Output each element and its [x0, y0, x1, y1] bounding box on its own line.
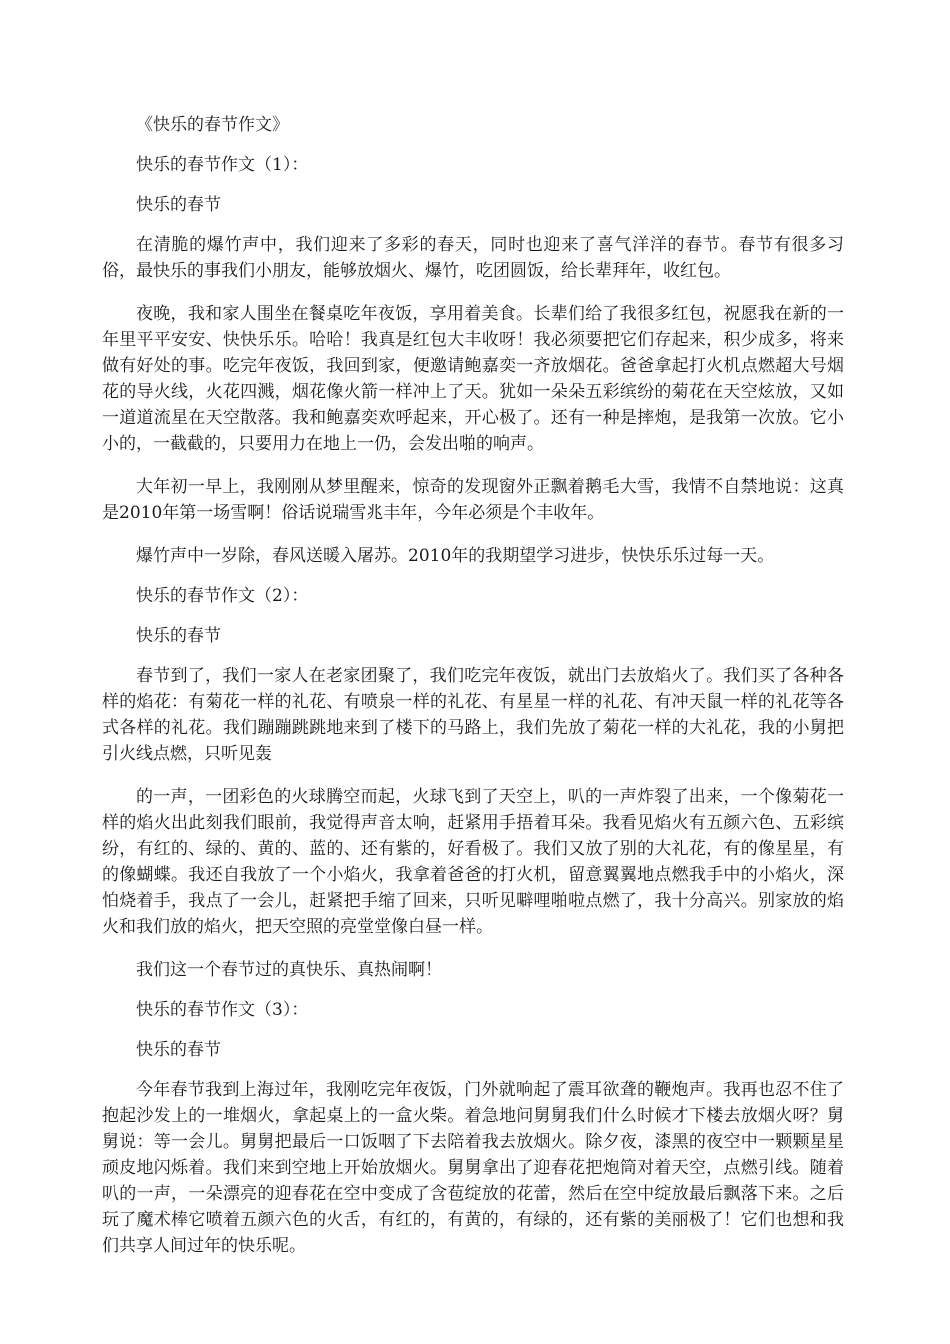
essay2-paragraph-3: 我们这一个春节过的真快乐、真热闹啊！ [136, 960, 442, 980]
document-page [102, 112, 844, 1276]
essay3-heading: 快乐的春节作文（3）： [136, 1000, 309, 1020]
essay1-paragraph-4: 爆竹声中一岁除，春风送暖入屠苏。2010年的我期望学习进步，快快乐乐过每一天。 [136, 546, 775, 566]
essay2-paragraph-1: 春节到了，我们一家人在老家团聚了，我们吃完年夜饭，就出门去放焰火了。我们买了各种各样的焰花：有菊花一样的礼花、有喷泉一样的礼花、有星星一样的礼花、有冲天鼠一样的礼花等各式各样的礼花。我们蹦蹦跳跳地来到了楼下的马路上，我们先放了菊花一样的大礼花，我的小舅把引火线点燃，只听见轰 [102, 666, 844, 764]
essay3-subtitle: 快乐的春节 [136, 1040, 221, 1060]
essay2-subtitle: 快乐的春节 [136, 626, 221, 646]
essay1-paragraph-3: 大年初一早上，我刚刚从梦里醒来，惊奇的发现窗外正飘着鹅毛大雪，我情不自禁地说：这真是2010年第一场雪啊！俗话说瑞雪兆丰年，今年必须是个丰收年。 [102, 477, 844, 523]
essay3-paragraph-1: 今年春节我到上海过年，我刚吃完年夜饭，门外就响起了震耳欲聋的鞭炮声。我再也忍不住了抱起沙发上的一堆烟火，拿起桌上的一盒火柴。着急地问舅舅我们什么时候才下楼去放烟火呀？舅舅说：等一会儿。舅舅把最后一口饭咽了下去陪着我去放烟火。除夕夜，漆黑的夜空中一颗颗星星顽皮地闪烁着。我们来到空地上开始放烟火。舅舅拿出了迎春花把炮筒对着天空，点燃引线。随着叭的一声，一朵漂亮的迎春花在空中变成了含苞绽放的花蕾，然后在空中绽放最后飘落下来。之后玩了魔术棒它喷着五颜六色的火舌，有红的，有黄的，有绿的，还有紫的美丽极了！它们也想和我们共享人间过年的快乐呢。 [102, 1080, 844, 1256]
essay2-heading: 快乐的春节作文（2）： [136, 586, 309, 606]
essay1-paragraph-1: 在清脆的爆竹声中，我们迎来了多彩的春天，同时也迎来了喜气洋洋的春节。春节有很多习俗，最快乐的事我们小朋友，能够放烟火、爆竹，吃团圆饭，给长辈拜年，收红包。 [102, 235, 844, 281]
document-title: 《快乐的春节作文》 [136, 115, 289, 135]
essay1-heading: 快乐的春节作文（1）： [136, 155, 309, 175]
essay2-paragraph-2: 的一声，一团彩色的火球腾空而起，火球飞到了天空上，叭的一声炸裂了出来，一个像菊花一样的焰火出此刻我们眼前，我觉得声音太响，赶紧用手捂着耳朵。我看见焰火有五颜六色、五彩缤纷，有红的、绿的、黄的、蓝的、还有紫的，好看极了。我们又放了别的大礼花，有的像星星，有的像蝴蝶。我还自我放了一个小焰火，我拿着爸爸的打火机，留意翼翼地点燃我手中的小焰火，深怕烧着手，我点了一会儿，赶紧把手缩了回来，只听见噼哩啪啦点燃了，我十分高兴。别家放的焰火和我们放的焰火，把天空照的亮堂堂像白昼一样。 [102, 787, 844, 937]
essay1-paragraph-2: 夜晚，我和家人围坐在餐桌吃年夜饭，享用着美食。长辈们给了我很多红包，祝愿我在新的一年里平平安安、快快乐乐。哈哈！我真是红包大丰收呀！我必须要把它们存起来，积少成多，将来做有好处的事。吃完年夜饭，我回到家，便邀请鲍嘉奕一齐放烟花。爸爸拿起打火机点燃超大号烟花的导火线，火花四溅，烟花像火箭一样冲上了天。犹如一朵朵五彩缤纷的菊花在天空炫放，又如一道道流星在天空散落。我和鲍嘉奕欢呼起来，开心极了。还有一种是摔炮，是我第一次放。它小小的，一截截的，只要用力在地上一仍，会发出啪的响声。 [102, 304, 844, 454]
essay1-subtitle: 快乐的春节 [136, 195, 221, 215]
